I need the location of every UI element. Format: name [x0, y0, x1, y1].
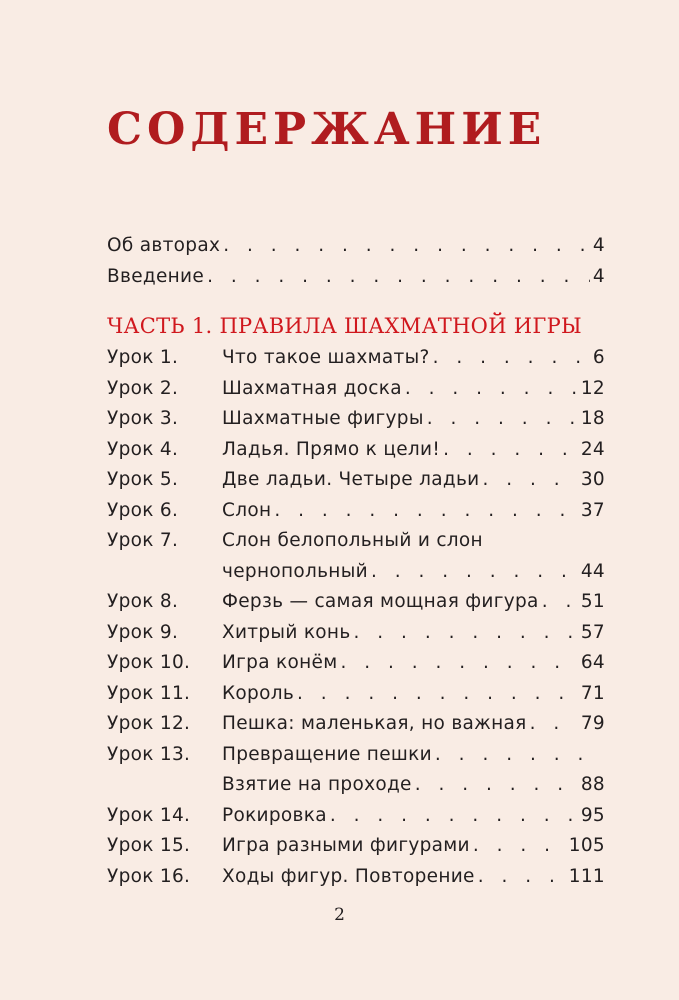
lesson-number: Урок 11.	[107, 682, 191, 704]
lesson-number: Урок 13.	[107, 743, 191, 765]
toc-entry-intro[interactable]	[107, 262, 605, 293]
toc-lesson-row[interactable]	[107, 435, 605, 466]
toc-lesson-row[interactable]	[107, 374, 605, 405]
toc-lesson-row[interactable]	[107, 709, 605, 740]
dot-leader	[427, 404, 578, 435]
page-title: СОДЕРЖАНИЕ	[107, 104, 547, 155]
lesson-number: Урок 7.	[107, 530, 179, 551]
lesson-title: Слон	[222, 499, 272, 521]
lesson-title: Игра разными фигурами	[222, 835, 470, 856]
dot-leader	[415, 770, 578, 801]
toc-lesson-row[interactable]	[107, 557, 605, 588]
lesson-number: Урок 1.	[107, 347, 179, 368]
toc-lesson-row[interactable]	[107, 404, 605, 435]
lesson-number: Урок 15.	[107, 835, 191, 856]
toc-entry-page: 4	[592, 235, 605, 256]
lesson-number: Урок 6.	[107, 499, 179, 521]
dot-leader	[443, 435, 578, 466]
lesson-number: Урок 8.	[107, 591, 179, 612]
dot-leader	[542, 587, 578, 618]
toc-entry-text: Об авторах	[107, 235, 221, 256]
dot-leader	[435, 740, 602, 771]
toc-lesson-row[interactable]	[107, 526, 605, 557]
toc-entry-text: Введение	[107, 265, 205, 287]
dot-leader	[483, 465, 578, 496]
dot-leader	[405, 374, 578, 405]
lesson-page: 88	[580, 774, 605, 795]
lesson-title: Ферзь — самая мощная фигура	[222, 591, 539, 612]
lesson-title: Король	[222, 682, 295, 704]
lesson-title: Взятие на проходе	[222, 774, 412, 795]
lesson-page: 6	[592, 347, 605, 368]
lesson-page: 37	[580, 499, 605, 521]
lesson-number: Урок 2.	[107, 377, 179, 399]
lesson-page: 12	[580, 377, 605, 399]
lesson-page: 18	[580, 408, 605, 429]
lesson-title: Хитрый конь	[222, 621, 351, 643]
lesson-page: 57	[580, 621, 605, 643]
dot-leader	[478, 862, 566, 893]
dot-leader	[473, 831, 566, 862]
lesson-title: Ходы фигур. Повторение	[222, 865, 475, 887]
lesson-title: Слон белопольный и слон	[222, 530, 483, 551]
table-of-contents	[107, 231, 605, 892]
lesson-number: Урок 9.	[107, 621, 179, 643]
lesson-page: 64	[580, 652, 605, 673]
lesson-number: Урок 5.	[107, 469, 179, 490]
dot-leader	[371, 557, 578, 588]
toc-lesson-row[interactable]	[107, 801, 605, 832]
dot-leader	[207, 262, 590, 293]
lesson-page: 51	[580, 591, 605, 612]
lesson-list	[107, 343, 605, 892]
lesson-number: Урок 16.	[107, 865, 191, 887]
dot-leader	[330, 801, 578, 832]
toc-lesson-row[interactable]	[107, 770, 605, 801]
toc-lesson-row[interactable]	[107, 831, 605, 862]
dot-leader	[340, 648, 577, 679]
lesson-page: 79	[580, 713, 605, 734]
lesson-title: Игра конём	[222, 652, 338, 673]
lesson-title: Что такое шахматы?	[222, 347, 430, 368]
lesson-title: Шахматные фигуры	[222, 408, 424, 429]
toc-lesson-row[interactable]	[107, 343, 605, 374]
toc-entry-page: 4	[592, 265, 605, 287]
lesson-number: Урок 14.	[107, 804, 191, 826]
toc-lesson-row[interactable]	[107, 862, 605, 893]
dot-leader	[274, 496, 578, 527]
lesson-title: Пешка: маленькая, но важная	[222, 713, 527, 734]
lesson-number: Урок 3.	[107, 408, 179, 429]
toc-entry-authors[interactable]	[107, 231, 605, 262]
lesson-title: Рокировка	[222, 804, 327, 826]
toc-lesson-row[interactable]	[107, 465, 605, 496]
dot-leader	[354, 618, 578, 649]
toc-lesson-row[interactable]	[107, 679, 605, 710]
dot-leader	[223, 231, 590, 262]
lesson-title: Две ладьи. Четыре ладьи	[222, 469, 480, 490]
part-heading: ЧАСТЬ 1. ПРАВИЛА ШАХМАТНОЙ ИГРЫ	[107, 314, 583, 338]
toc-lesson-row[interactable]	[107, 618, 605, 649]
dot-leader	[297, 679, 578, 710]
lesson-title: Ладья. Прямо к цели!	[222, 438, 441, 460]
page-number: 2	[334, 905, 345, 925]
lesson-number: Урок 12.	[107, 713, 191, 734]
lesson-page: 71	[580, 682, 605, 704]
lesson-number: Урок 10.	[107, 652, 191, 673]
lesson-page: 30	[580, 469, 605, 490]
toc-lesson-row[interactable]	[107, 587, 605, 618]
dot-leader	[433, 343, 590, 374]
lesson-page: 111	[568, 865, 605, 887]
lesson-title: Шахматная доска	[222, 377, 402, 399]
lesson-title: Превращение пешки	[222, 743, 432, 765]
lesson-number: Урок 4.	[107, 438, 179, 460]
lesson-page: 44	[580, 560, 605, 582]
lesson-page: 95	[580, 804, 605, 826]
lesson-page: 24	[580, 438, 605, 460]
lesson-page: 105	[568, 835, 605, 856]
dot-leader	[530, 709, 578, 740]
toc-lesson-row[interactable]	[107, 648, 605, 679]
toc-lesson-row[interactable]	[107, 496, 605, 527]
lesson-title: чернопольный	[222, 560, 368, 582]
toc-lesson-row[interactable]	[107, 740, 605, 771]
